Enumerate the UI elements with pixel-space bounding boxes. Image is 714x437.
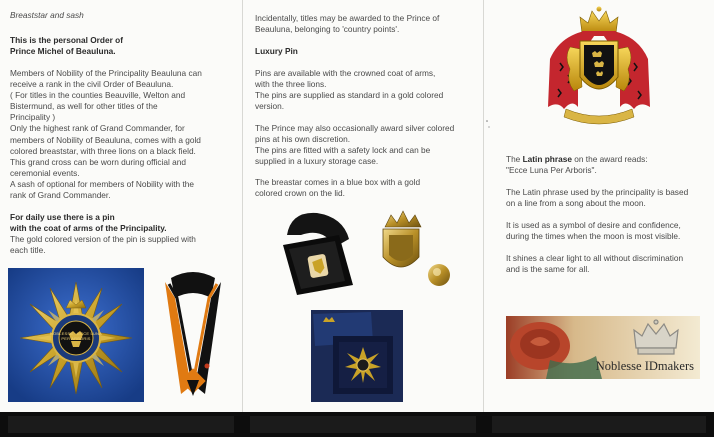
- title-line-2: Prince Michel of Beauluna.: [10, 46, 116, 56]
- sash-icon: [157, 268, 229, 402]
- text-line: pins at his own discretion.: [255, 134, 351, 145]
- breaststar-photo: [8, 268, 144, 402]
- paragraph-pins: [255, 68, 443, 112]
- panel-middle: [243, 0, 483, 412]
- paragraph-daily-pin: [10, 234, 196, 256]
- text-line: version.: [255, 101, 285, 112]
- text-line: The gold colored version of the pin is supplied with: [10, 234, 196, 244]
- text-line: The Latin phrase used by the principality is based: [506, 187, 689, 197]
- title-line-1: This is the personal Order of: [10, 35, 123, 45]
- text-line: supplied in a luxury storage case.: [255, 156, 379, 167]
- text-line: The pins are supplied as standard in a gold colored: [255, 90, 444, 101]
- paragraph-based: [506, 187, 688, 209]
- text-line: Bistermund, as well for other titles of the: [10, 101, 158, 112]
- text-line: The pins are fitted with a safety lock and can be: [255, 145, 431, 156]
- latin-quote: "Ecce Luna Per Arboris".: [506, 165, 597, 176]
- paragraph-symbol: [506, 220, 681, 242]
- daily-pin-heading-2: with the coat of arms of the Principality.: [10, 223, 167, 233]
- text-line: on a line from a song about the moon.: [506, 198, 646, 209]
- paragraph-shines: [506, 253, 683, 275]
- text-line: colored breaststar, with three lions on a black field.: [10, 145, 196, 156]
- paragraph-box: [255, 177, 420, 199]
- text-line: rank of Grand Commander.: [10, 190, 111, 201]
- text-line: This grand cross can be worn during official and: [10, 156, 187, 167]
- paragraph-nobility: [10, 68, 202, 201]
- pin-case-photo: [273, 205, 363, 297]
- decorative-speck: [484, 118, 492, 130]
- text-line: The breastar comes in a blue box with a gold: [255, 177, 421, 187]
- coat-of-arms-image: [544, 5, 654, 135]
- text-line: colored crown on the lid.: [255, 188, 345, 199]
- text-line: A sash of optional for members of Nobility with the: [10, 178, 195, 189]
- text-line: Principality ): [10, 112, 56, 123]
- text-line: ( For titles in the counties Beauville, Welton and: [10, 90, 186, 101]
- bottom-strip: [0, 412, 714, 437]
- text-line: Pins are available with the crowned coat of arms,: [255, 68, 436, 78]
- luxury-pin-heading: Luxury Pin: [255, 46, 298, 56]
- brand-banner: [506, 316, 700, 379]
- coat-of-arms-pin-icon: [371, 205, 459, 297]
- latin-phrase-label: Latin phrase: [522, 154, 572, 164]
- brand-name: Noblesse IDmakers: [595, 359, 694, 373]
- text-line: each title.: [10, 245, 46, 256]
- coat-of-arms-icon: [544, 5, 654, 135]
- bottom-band-left: [8, 416, 234, 433]
- pin-case-icon: [273, 205, 363, 297]
- storage-box-photo: [311, 310, 403, 402]
- text-line: during the times when the moon is most visible.: [506, 231, 681, 242]
- text-line: receive a rank in the civil Order of Beauluna.: [10, 79, 174, 90]
- latin-suffix: on the award reads:: [571, 154, 648, 164]
- text-line: Only the highest rank of Grand Commander, for: [10, 123, 185, 134]
- text-line: with the three lions.: [255, 79, 327, 90]
- text-line: Beauluna, belonging to 'country points'.: [255, 24, 400, 35]
- text-line: Incidentally, titles may be awarded to the Prince of: [255, 13, 440, 23]
- text-line: The Prince may also occasionally award silver colored: [255, 123, 455, 133]
- paragraph-titles: [255, 13, 439, 35]
- text-line: members of Nobility of Beauluna, comes with a gold: [10, 134, 201, 145]
- heading-breaststar: Breaststar and sash: [10, 10, 84, 20]
- paragraph-silver: [255, 123, 454, 167]
- breaststar-inscription: NOBLESSE · ECCE LUNA PER ARBORIS: [49, 331, 102, 341]
- pin-closeup-photo: [371, 205, 459, 297]
- daily-pin-heading-1: For daily use there is a pin: [10, 212, 115, 222]
- panel-right: [484, 0, 714, 412]
- bottom-band-middle: [250, 416, 476, 433]
- sash-photo: [157, 268, 229, 402]
- latin-phrase-intro: [506, 154, 648, 176]
- text-line: and is the same for all.: [506, 264, 590, 275]
- latin-phrase-line: [506, 154, 648, 165]
- speck-icon: [484, 118, 492, 130]
- bottom-band-right: [492, 416, 706, 433]
- storage-box-icon: [311, 310, 403, 402]
- text-line: ceremonial events.: [10, 167, 80, 178]
- text-line: Members of Nobility of the Principality Beauluna can: [10, 68, 202, 78]
- text-line: It shines a clear light to all without discrimination: [506, 253, 684, 263]
- panel-left: [0, 0, 242, 412]
- text-line: It is used as a symbol of desire and confidence,: [506, 220, 681, 230]
- latin-prefix: The: [506, 154, 523, 164]
